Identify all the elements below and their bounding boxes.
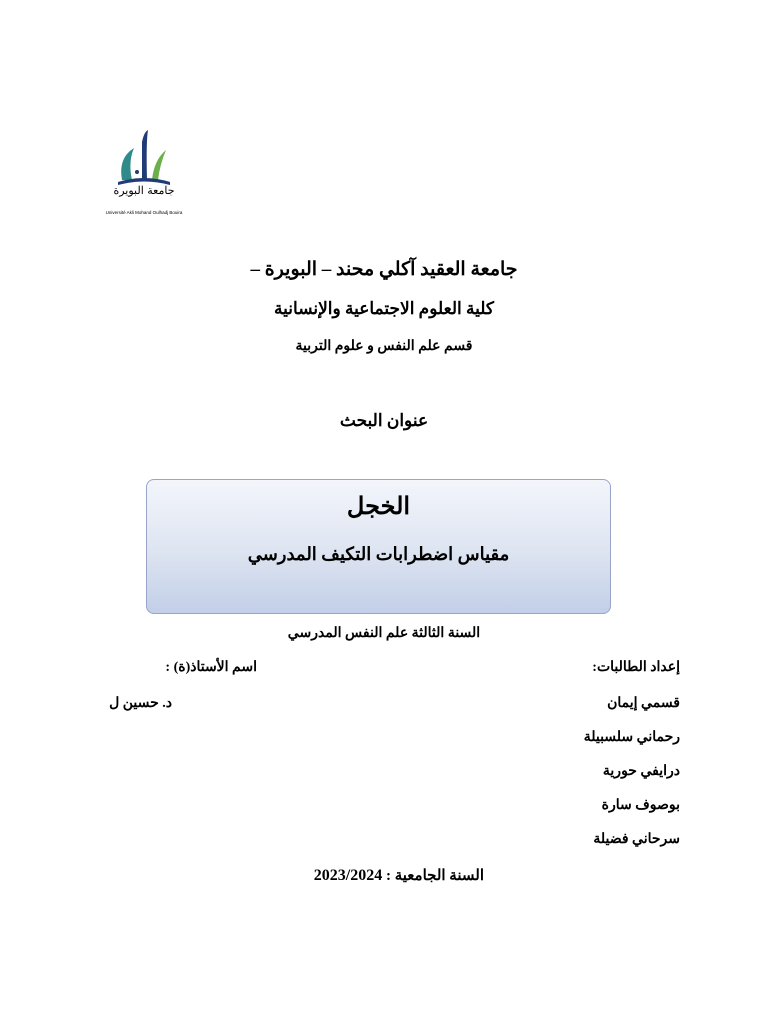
logo-emblem-icon	[96, 128, 192, 186]
student-name: بوصوف سارة	[601, 798, 680, 813]
research-title-box	[146, 479, 611, 614]
professor-label: اسم الأستاذ(ة) :	[165, 660, 257, 675]
student-name: قسمي إيمان	[607, 696, 680, 711]
research-subtitle: مقياس اضطرابات التكيف المدرسي	[247, 544, 510, 564]
department-name: قسم علم النفس و علوم التربية	[295, 339, 473, 354]
university-name: جامعة العقيد آكلي محند – البويرة –	[250, 259, 518, 280]
academic-year	[294, 866, 484, 885]
academic-year-value: 2023/2024	[313, 867, 383, 884]
university-logo	[96, 128, 192, 228]
student-name: سرحاني فضيلة	[593, 832, 680, 847]
professor-name: د. حسين ل	[109, 696, 172, 711]
logo-latin-text: Université Akli Mohand Oulhadj Bouira	[105, 210, 183, 215]
students-label: إعداد الطالبات:	[592, 660, 680, 675]
student-name: رحماني سلسبيلة	[583, 730, 680, 745]
study-level: السنة الثالثة علم النفس المدرسي	[287, 626, 481, 641]
research-title: الخجل	[346, 494, 411, 520]
faculty-name: كلية العلوم الاجتماعية والإنسانية	[274, 299, 494, 318]
logo-arabic-text: جامعة البويرة	[113, 184, 175, 197]
academic-year-label: السنة الجامعية :	[385, 868, 484, 884]
student-name: درايفي حورية	[602, 764, 680, 779]
research-label: عنوان البحث	[339, 411, 429, 430]
